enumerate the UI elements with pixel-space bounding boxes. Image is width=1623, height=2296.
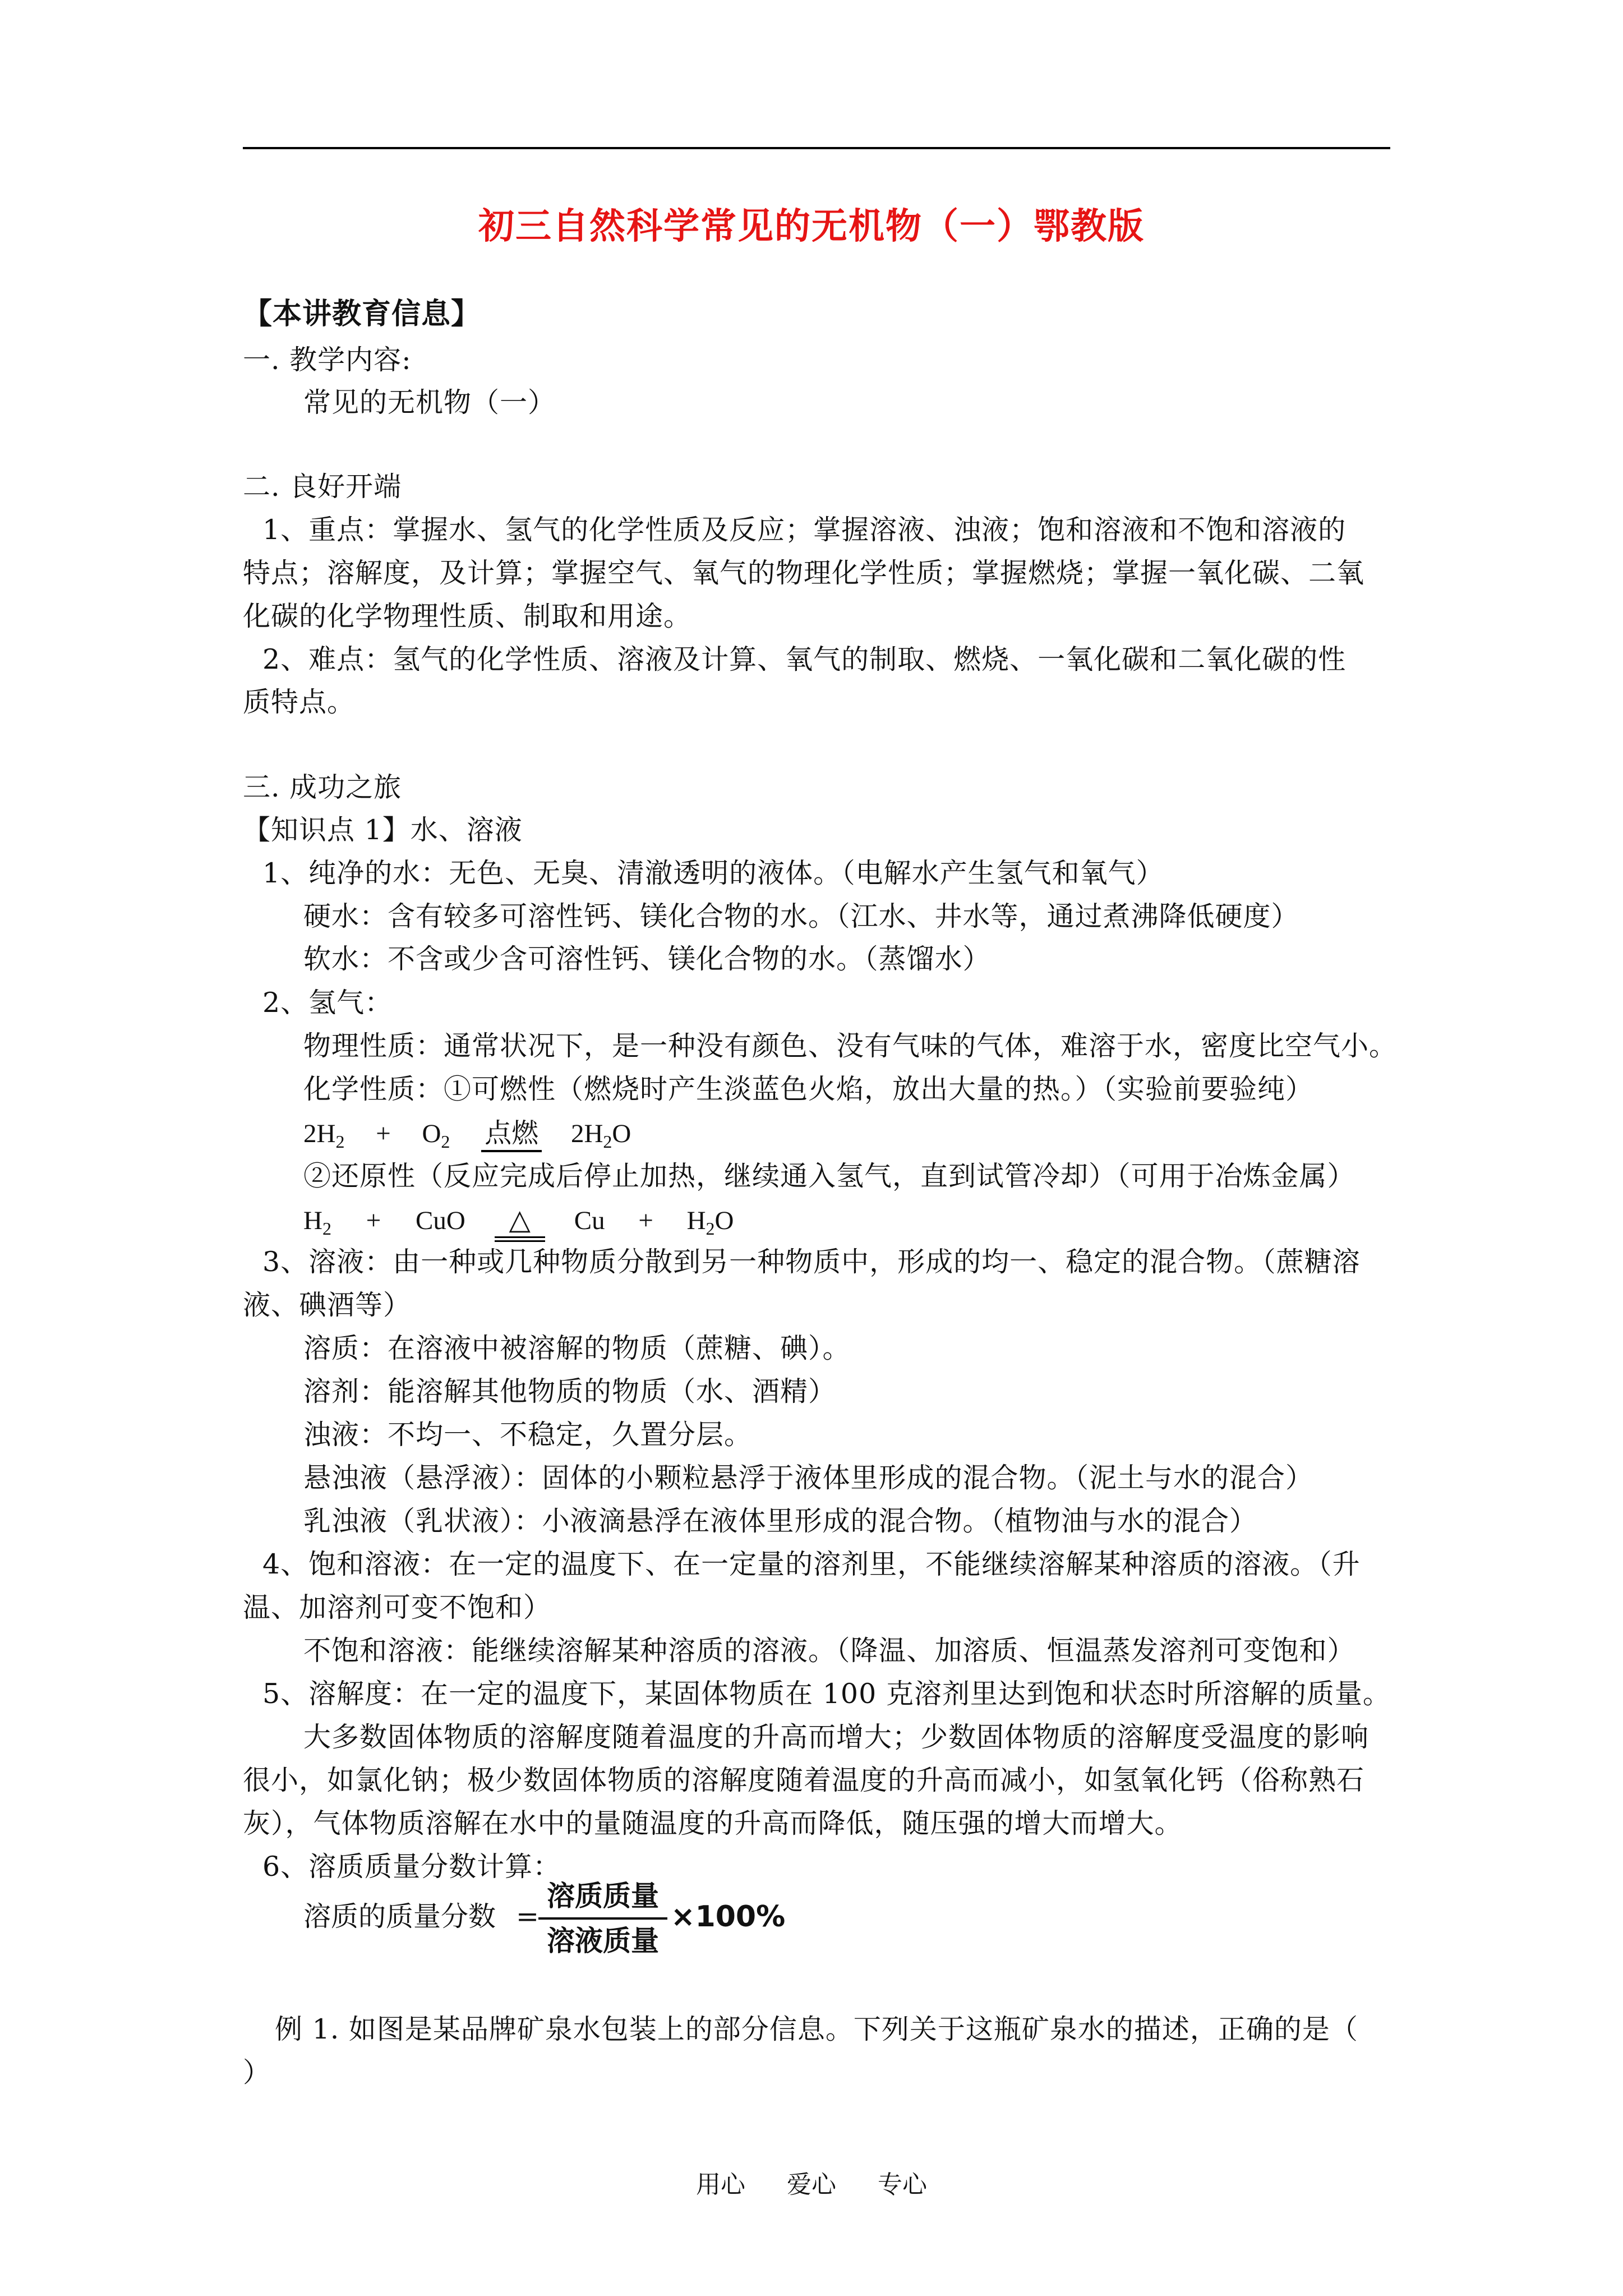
heating-triangle-icon: △ <box>495 1203 545 1242</box>
footer-text: 专心 <box>878 2170 927 2199</box>
formula-equals: = <box>516 1901 540 1932</box>
list-item: 软水：不含或少含可溶性钙、镁化合物的水。（蒸馏水） <box>303 943 991 975</box>
list-item: 硬水：含有较多可溶性钙、镁化合物的水。（江水、井水等，通过煮沸降低硬度） <box>303 900 1299 932</box>
list-item: 2、氢气： <box>262 987 393 1019</box>
paragraph-line: 1、重点：掌握水、氢气的化学性质及反应；掌握溶液、浊液；饱和溶液和不饱和溶液的 <box>262 514 1347 546</box>
header-rule <box>243 147 1390 149</box>
list-item: 6、溶质质量分数计算： <box>262 1851 561 1883</box>
equation-hydrogen-combustion: 2H2 + O2 点燃 2H2O <box>303 1117 631 1152</box>
paragraph-line: 2、难点：氢气的化学性质、溶液及计算、氧气的制取、燃烧、一氧化碳和二氧化碳的性 <box>262 643 1347 675</box>
knowledge-point-heading: 【知识点 1】水、溶液 <box>243 814 523 846</box>
list-item: 溶质：在溶液中被溶解的物质（蔗糖、碘）。 <box>303 1332 851 1364</box>
example-question: ） <box>243 2056 271 2088</box>
equation-hydrogen-reduction: H2 + CuO △ Cu + H2O <box>303 1203 734 1245</box>
reaction-condition: 点燃 <box>481 1116 542 1152</box>
formula-times: ×100% <box>671 1900 786 1934</box>
list-item: ②还原性（反应完成后停止加热，继续通入氢气，直到试管冷却）（可用于冶炼金属） <box>303 1160 1355 1192</box>
section-2-heading: 二. 良好开端 <box>243 471 402 503</box>
section-1-content: 常见的无机物（一） <box>303 386 556 418</box>
paragraph-line: 特点；溶解度，及计算；掌握空气、氧气的物理化学性质；掌握燃烧；掌握一氧化碳、二氧 <box>243 557 1365 589</box>
list-item: 4、饱和溶液：在一定的温度下、在一定量的溶剂里，不能继续溶解某种溶质的溶液。（升 <box>262 1548 1361 1580</box>
list-item: 化学性质：①可燃性（燃烧时产生淡蓝色火焰，放出大量的热。）（实验前要验纯） <box>303 1073 1314 1105</box>
formula-fraction <box>538 1878 667 1959</box>
footer-text: 用心 <box>696 2170 745 2199</box>
list-item: 温、加溶剂可变不饱和） <box>243 1591 552 1623</box>
page-footer <box>0 2164 1623 2200</box>
list-item: 1、纯净的水：无色、无臭、清澈透明的液体。（电解水产生氢气和氧气） <box>262 857 1164 889</box>
example-question: 例 1. 如图是某品牌矿泉水包装上的部分信息。下列关于这瓶矿泉水的描述，正确的是（ <box>275 2013 1358 2045</box>
section-info-heading: 【本讲教育信息】 <box>243 297 481 331</box>
paragraph-line: 质特点。 <box>243 686 356 718</box>
paragraph-line: 化碳的化学物理性质、制取和用途。 <box>243 600 692 632</box>
list-item: 不饱和溶液：能继续溶解某种溶质的溶液。（降温、加溶质、恒温蒸发溶剂可变饱和） <box>303 1635 1355 1667</box>
list-item: 溶剂：能溶解其他物质的物质（水、酒精） <box>303 1375 837 1407</box>
formula-denominator: 溶液质量 <box>547 1925 659 1957</box>
footer-text: 爱心 <box>787 2170 836 2199</box>
section-3-heading: 三. 成功之旅 <box>243 771 402 803</box>
section-1-heading: 一. 教学内容: <box>243 344 412 376</box>
paragraph-line: 灰），气体物质溶解在水中的量随温度的升高而降低，随压强的增大而增大。 <box>243 1807 1183 1839</box>
paragraph-line: 大多数固体物质的溶解度随着温度的升高而增大；少数固体物质的溶解度受温度的影响 <box>303 1721 1370 1753</box>
formula-label: 溶质的质量分数 <box>303 1901 496 1932</box>
list-item: 液、碘酒等） <box>243 1289 412 1321</box>
list-item: 浊液：不均一、不稳定，久置分层。 <box>303 1419 753 1451</box>
list-item: 悬浊液（悬浮液）：固体的小颗粒悬浮于液体里形成的混合物。（泥土与水的混合） <box>303 1462 1314 1494</box>
paragraph-line: 很小，如氯化钠；极少数固体物质的溶解度随着温度的升高而减小，如氢氧化钙（俗称熟石 <box>243 1764 1365 1796</box>
formula-numerator: 溶质质量 <box>538 1878 667 1920</box>
document-title: 初三自然科学常见的无机物（一）鄂教版 <box>478 206 1145 247</box>
list-item: 5、溶解度：在一定的温度下，某固体物质在 100 克溶剂里达到饱和状态时所溶解的质量。 <box>262 1678 1391 1710</box>
list-item: 3、溶液：由一种或几种物质分散到另一种物质中，形成的均一、稳定的混合物。（蔗糖溶 <box>262 1246 1361 1278</box>
list-item: 物理性质：通常状况下，是一种没有颜色、没有气味的气体，难溶于水，密度比空气小。 <box>303 1030 1398 1062</box>
list-item: 乳浊液（乳状液）：小液滴悬浮在液体里形成的混合物。（植物油与水的混合） <box>303 1505 1258 1537</box>
